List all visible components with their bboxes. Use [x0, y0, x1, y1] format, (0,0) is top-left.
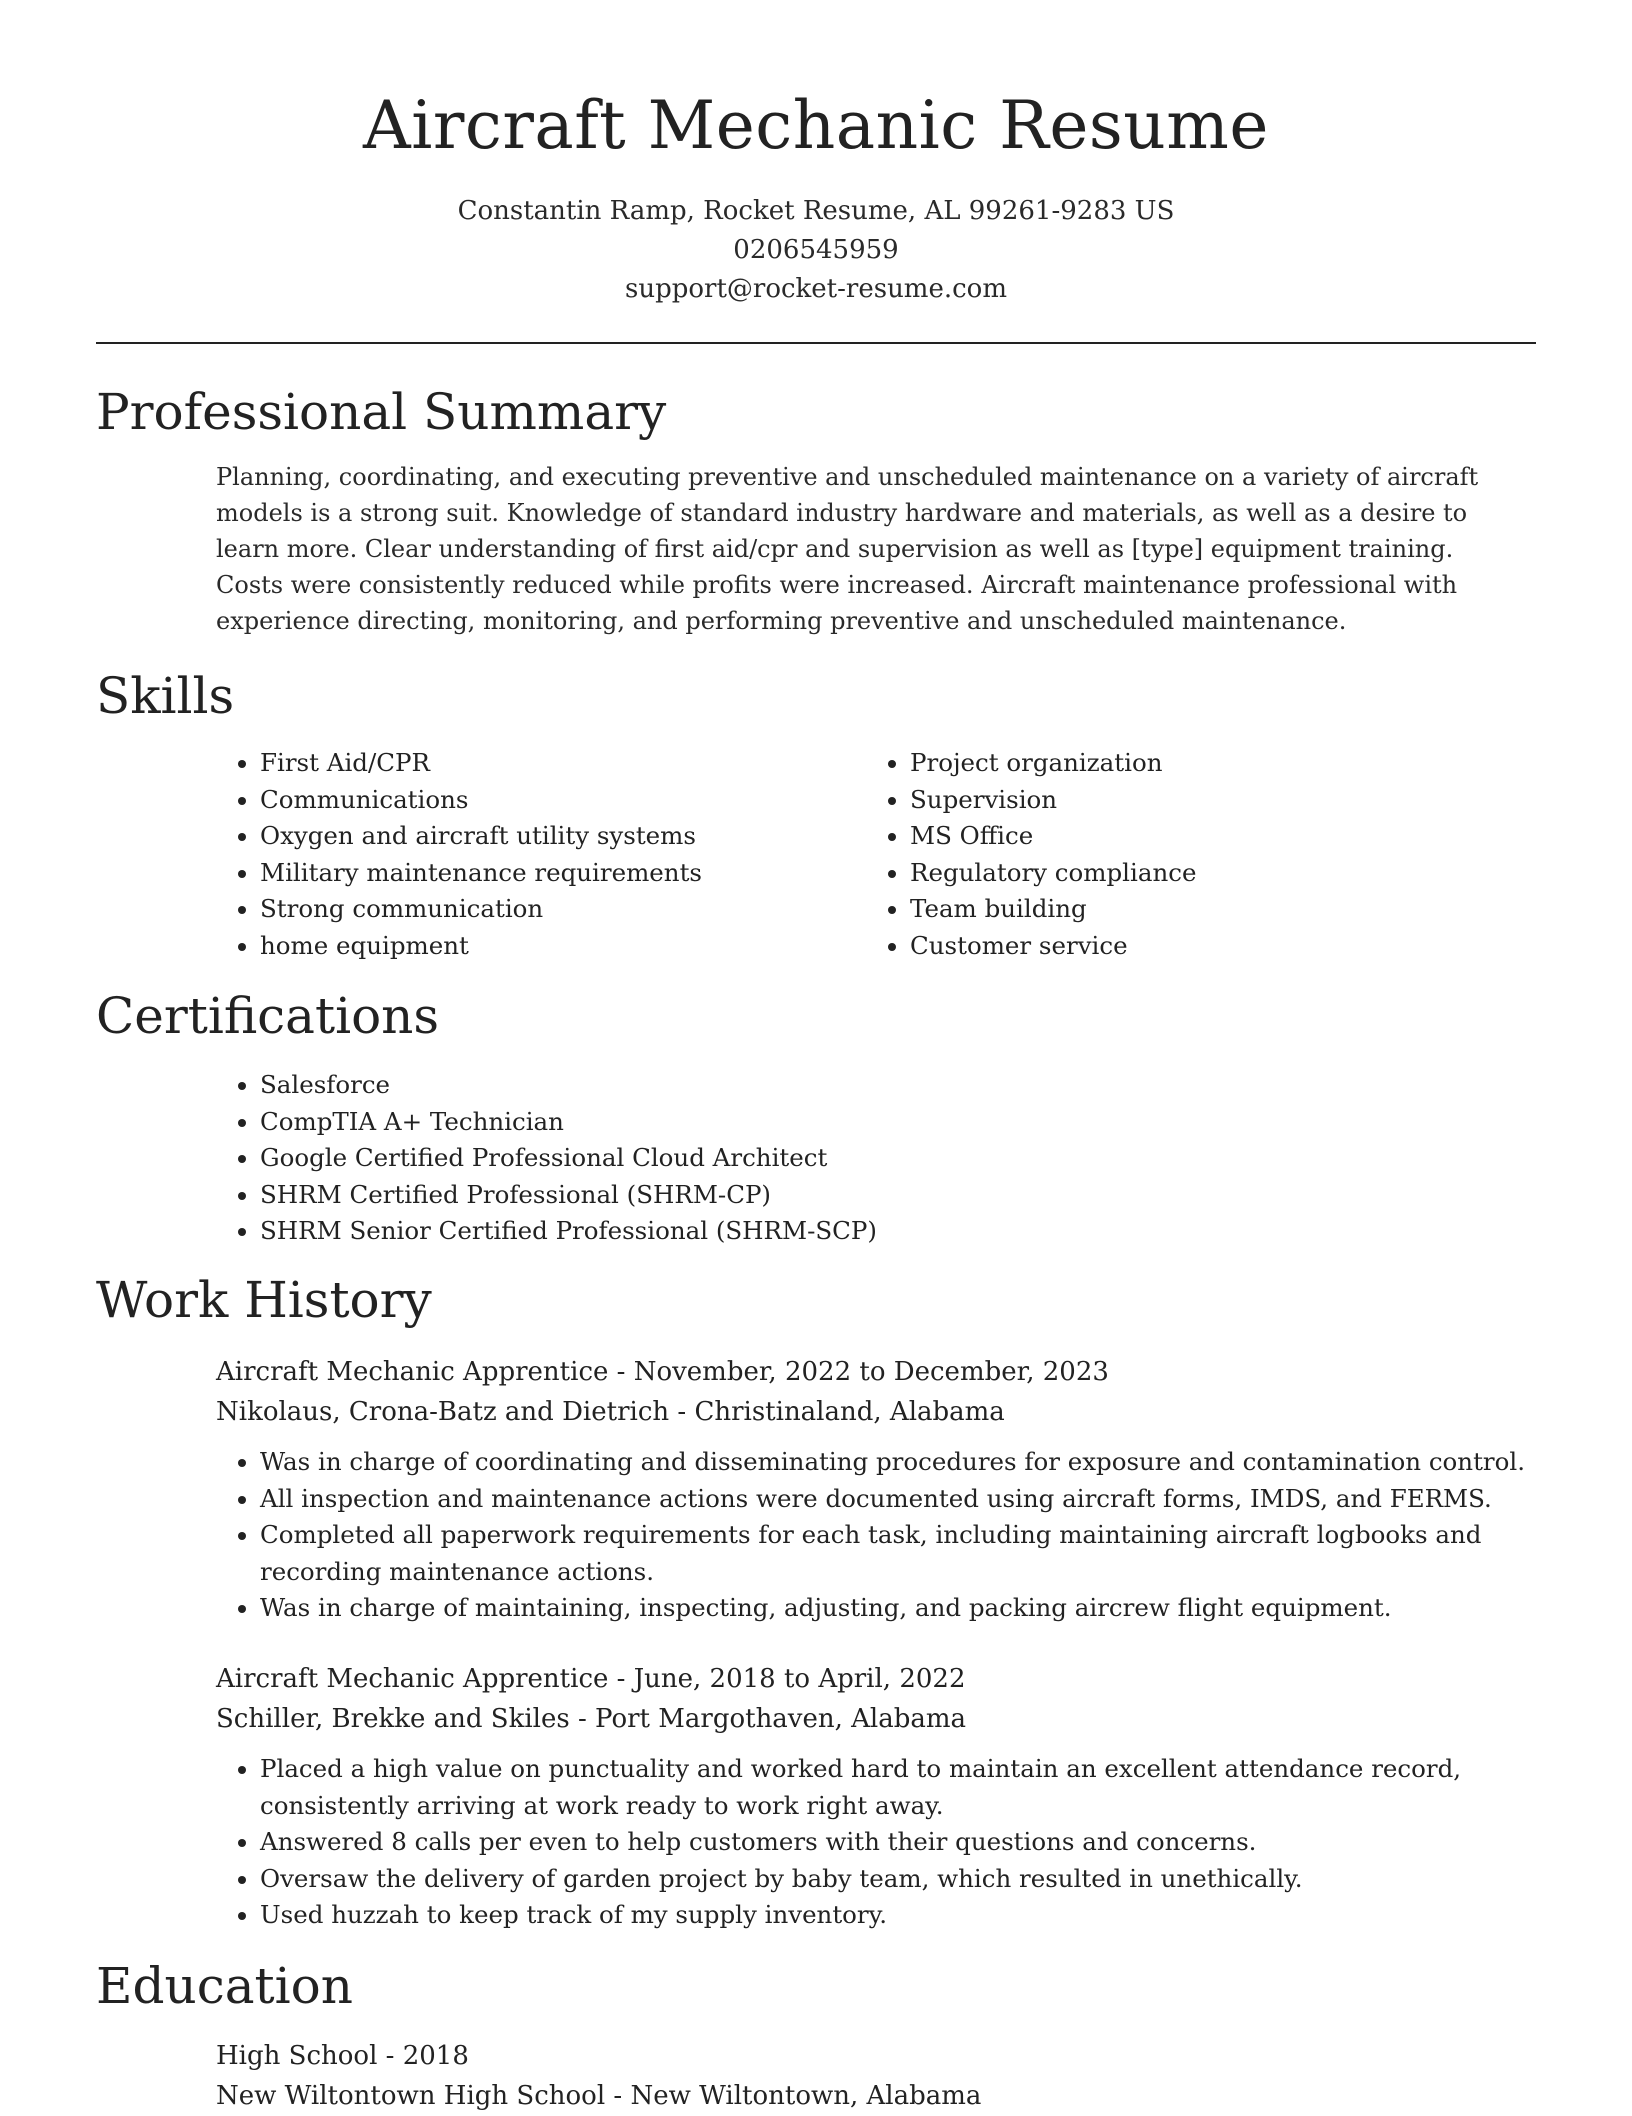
resume-header — [0, 0, 1632, 309]
work-history-heading: Work History — [96, 1271, 432, 1329]
job-role-line: Aircraft Mechanic Apprentice - November, 2022 to December, 2023 — [216, 1357, 1109, 1387]
job-role-line: Aircraft Mechanic Apprentice - June, 2018 to April, 2022 — [216, 1664, 966, 1694]
certifications-heading: Certifications — [96, 987, 440, 1045]
contact-block — [0, 192, 1632, 309]
job-company-line: Schiller, Brekke and Skiles - Port Margothaven, Alabama — [216, 1704, 967, 1734]
job-bullet: • Oversaw the delivery of garden project by baby team, which resulted in unethically. — [260, 1861, 1536, 1898]
skill-item: • MS Office — [910, 818, 1486, 855]
skill-item: • Team building — [910, 891, 1486, 928]
skill-item: • Communications — [260, 782, 836, 819]
skills-heading: Skills — [96, 667, 235, 725]
job-bullet: • Answered 8 calls per even to help customers with their questions and concerns. — [260, 1824, 1536, 1861]
skill-item: • Project organization — [910, 745, 1486, 782]
header-divider — [96, 342, 1536, 344]
skill-item: • Regulatory compliance — [910, 855, 1486, 892]
job-bullet: • Was in charge of coordinating and disseminating procedures for exposure and contamination control. — [260, 1444, 1536, 1481]
phone: 0206545959 — [733, 235, 899, 265]
summary-text: Planning, coordinating, and executing preventive and unscheduled maintenance on a variety of aircraft models is a strong suit. Knowledge of standard industry hardware and materials, as well as a desire to learn more. Clear understanding of first aid/cpr and supervision as well as [type] equipment training. Costs were consistently reduced while profits were increased. Aircraft maintenance professional with experience directing, monitoring, and performing preventive and unscheduled maintenance. — [216, 463, 1479, 635]
certification-item: • CompTIA A+ Technician — [260, 1104, 1536, 1141]
skill-item: • Supervision — [910, 782, 1486, 819]
job-entry — [216, 1659, 1536, 1934]
certification-item: • Salesforce — [260, 1067, 1536, 1104]
address: Constantin Ramp, Rocket Resume, AL 99261-9283 US — [457, 196, 1175, 226]
skill-item: • Military maintenance requirements — [260, 855, 836, 892]
job-bullet: • Completed all paperwork requirements for each task, including maintaining aircraft logbooks and recording maintenance actions. — [260, 1517, 1536, 1590]
education-school-line: New Wiltontown High School - New Wiltontown, Alabama — [216, 2081, 982, 2111]
job-bullet: • Used huzzah to keep track of my supply inventory. — [260, 1897, 1536, 1934]
email: support@rocket-resume.com — [624, 274, 1007, 304]
job-bullet: • Placed a high value on punctuality and worked hard to maintain an excellent attendance record, consistently arriving at work ready to work right away. — [260, 1751, 1536, 1824]
skill-item: • Strong communication — [260, 891, 836, 928]
summary-heading: Professional Summary — [96, 383, 667, 441]
certification-item: • Google Certified Professional Cloud Architect — [260, 1140, 1536, 1177]
certification-item: • SHRM Certified Professional (SHRM-CP) — [260, 1177, 1536, 1214]
job-company-line: Nikolaus, Crona-Batz and Dietrich - Christinaland, Alabama — [216, 1397, 1005, 1427]
job-bullet: • Was in charge of maintaining, inspecting, adjusting, and packing aircrew flight equipment. — [260, 1590, 1536, 1627]
skill-item: • First Aid/CPR — [260, 745, 836, 782]
education-degree-line: High School - 2018 — [216, 2041, 469, 2071]
skill-item: • Customer service — [910, 928, 1486, 965]
job-bullet: • All inspection and maintenance actions were documented using aircraft forms, IMDS, and FERMS. — [260, 1481, 1536, 1518]
certifications-list — [216, 1067, 1536, 1250]
skills-column-right — [866, 745, 1486, 964]
skills-column-left — [216, 745, 836, 964]
skill-item: • home equipment — [260, 928, 836, 965]
education-entry — [216, 2036, 1536, 2116]
resume-title: Aircraft Mechanic Resume — [363, 87, 1269, 164]
skill-item: • Oxygen and aircraft utility systems — [260, 818, 836, 855]
certification-item: • SHRM Senior Certified Professional (SHRM-SCP) — [260, 1213, 1536, 1250]
education-heading: Education — [96, 1957, 353, 2015]
job-entry — [216, 1352, 1536, 1627]
